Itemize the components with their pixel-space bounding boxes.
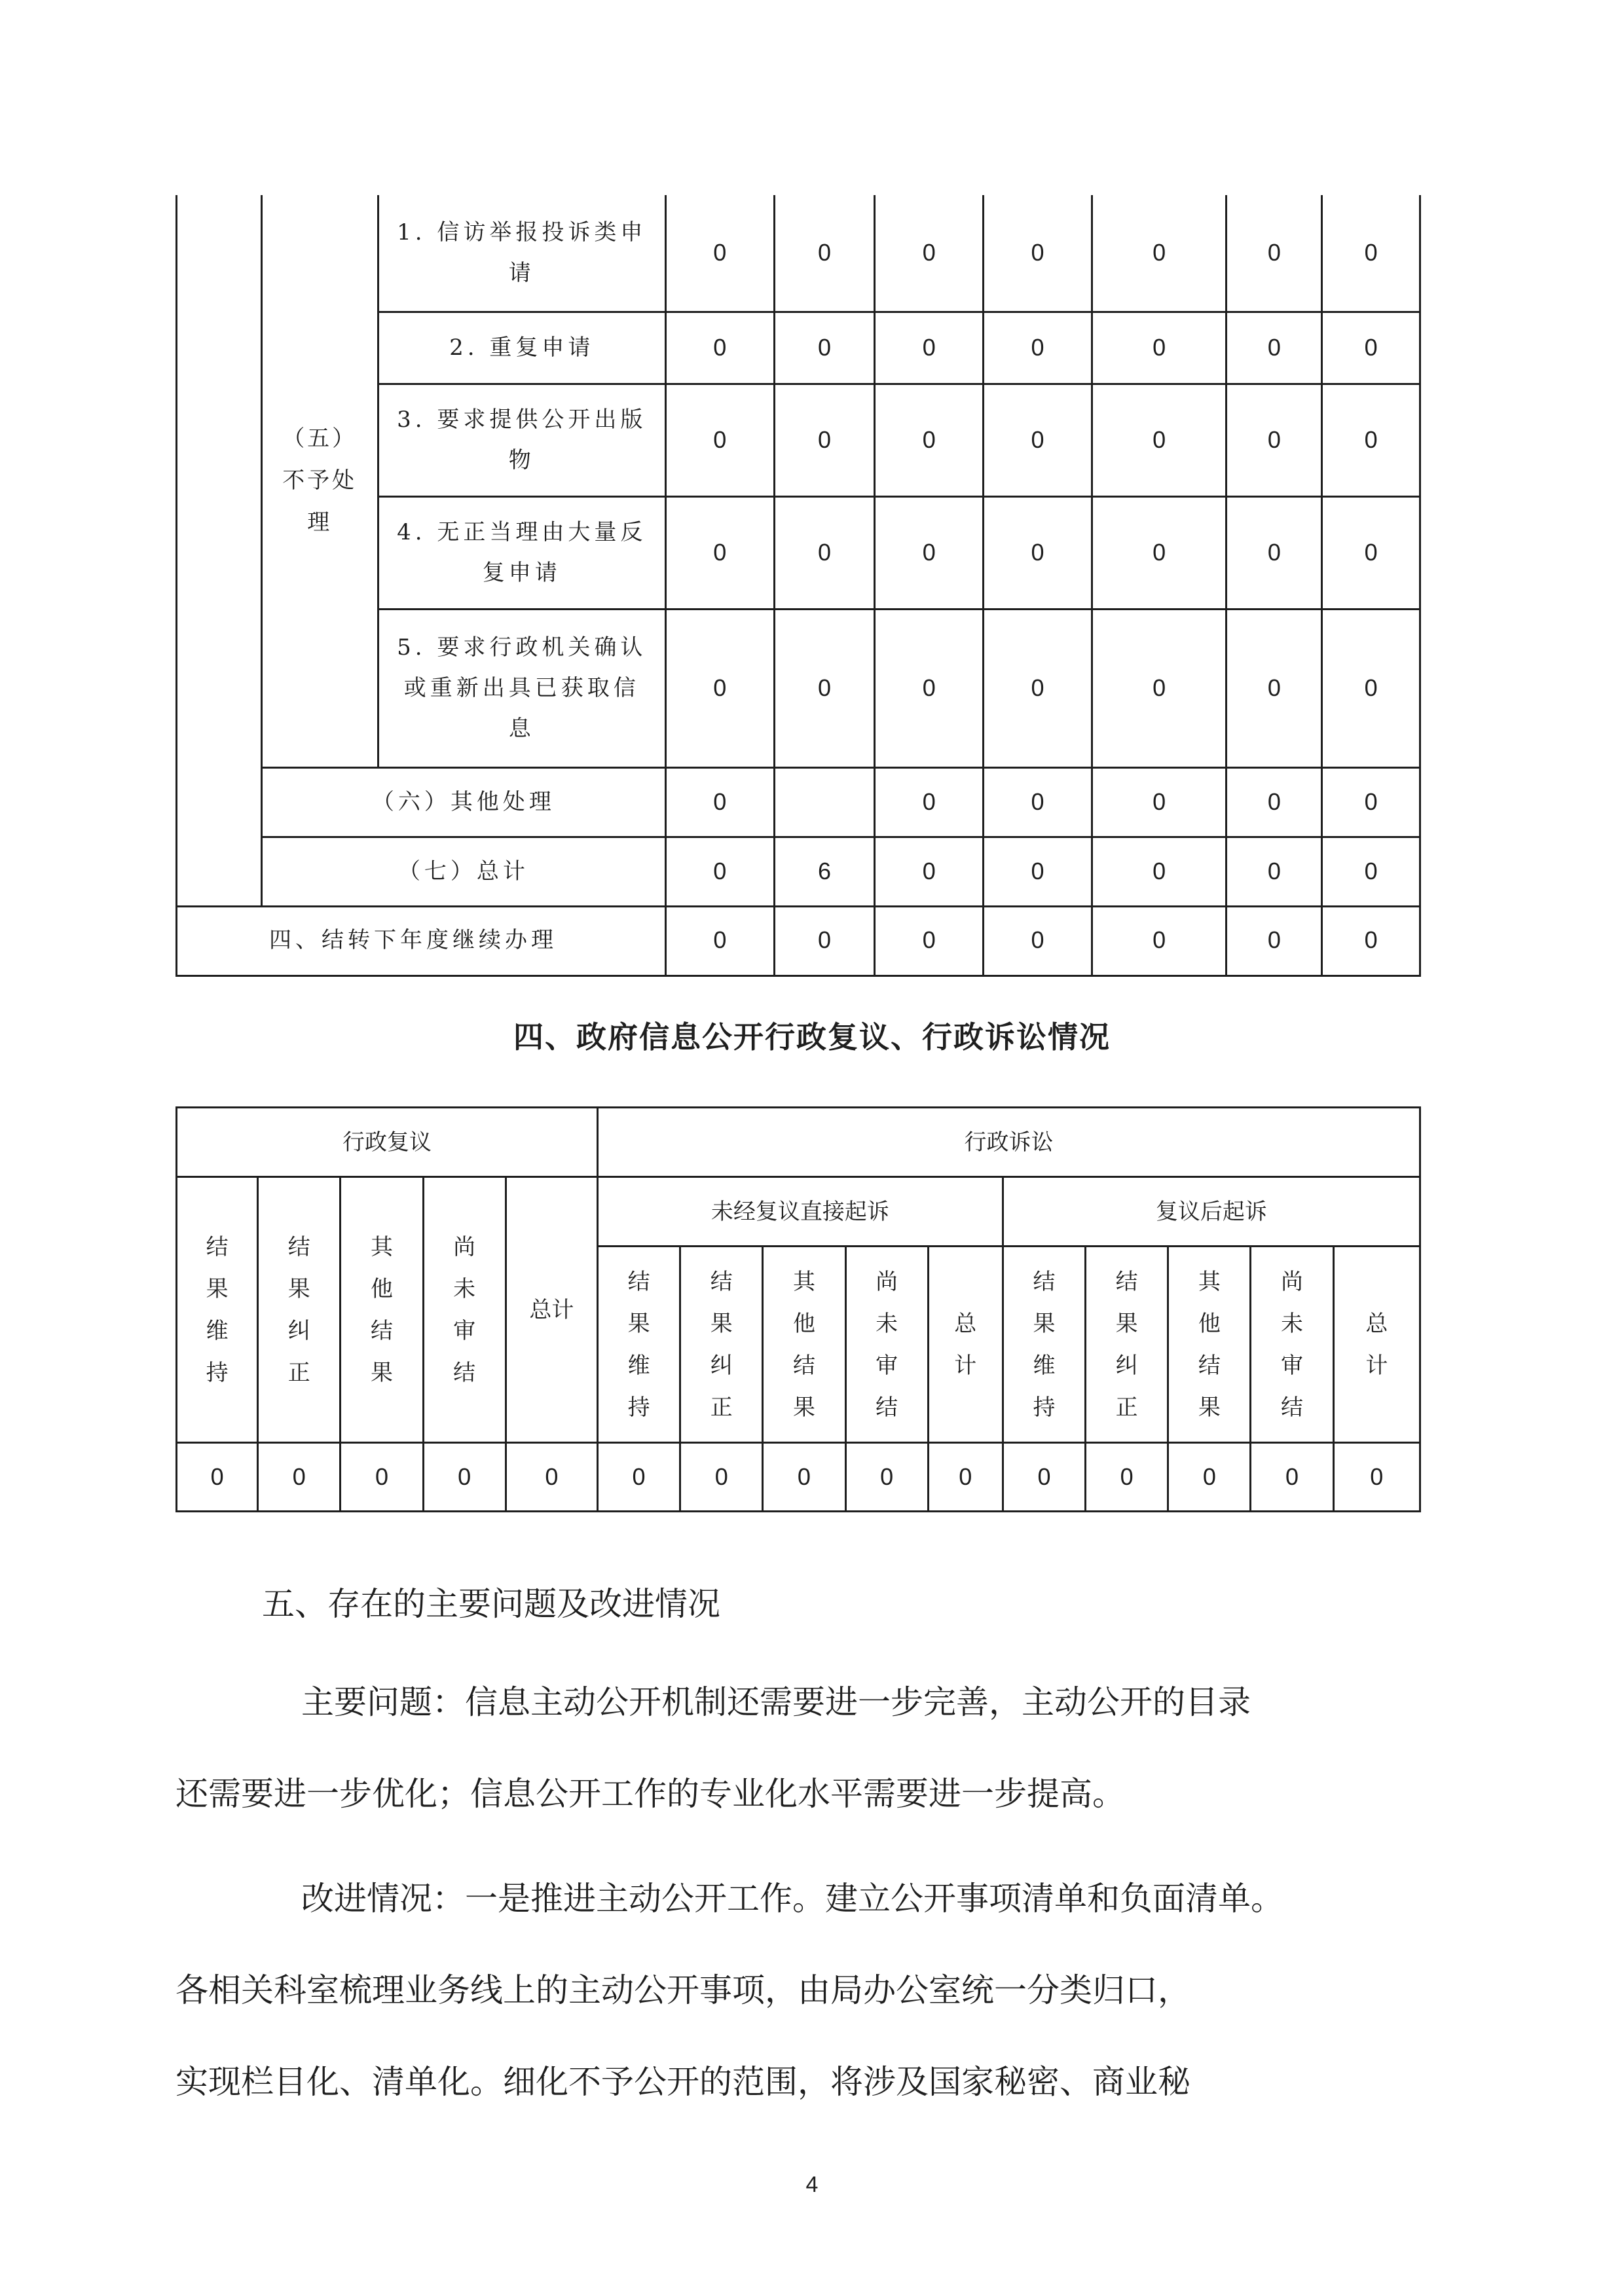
header-suit-after-review: 复议后起诉: [1003, 1177, 1420, 1247]
value-cell: 0: [1227, 837, 1322, 906]
value-cell: 0: [875, 195, 984, 312]
outer-indent-cell: [177, 195, 262, 906]
value-cell: 0: [506, 1443, 597, 1512]
value-cell: 0: [1086, 1443, 1168, 1512]
value-cell: 0: [1322, 496, 1420, 609]
value-cell: 0: [680, 1443, 763, 1512]
value-cell: 0: [665, 496, 774, 609]
value-cell: 0: [1092, 312, 1227, 384]
value-cell: 0: [1322, 609, 1420, 767]
value-cell: 0: [665, 384, 774, 496]
value-cell: 0: [1227, 609, 1322, 767]
section-4-title: 四、政府信息公开行政复议、行政诉讼情况: [513, 1019, 1111, 1055]
value-cell: 0: [774, 312, 875, 384]
table-row: [177, 767, 1420, 837]
col-header: 总计: [506, 1177, 597, 1443]
value-cell: 0: [1333, 1443, 1420, 1512]
value-cell: 0: [875, 837, 984, 906]
col-header: 总计: [928, 1247, 1003, 1443]
value-cell: 0: [774, 496, 875, 609]
value-cell: 0: [1227, 906, 1322, 975]
col-header: 结果纠正: [1086, 1247, 1168, 1443]
paragraph-improvements-cont2: 实现栏目化、清单化。细化不予公开的范围，将涉及国家秘密、商业秘: [175, 2063, 1190, 2101]
col-header: 总计: [1333, 1247, 1420, 1443]
header-admin-review: 行政复议: [177, 1108, 598, 1177]
value-cell: 0: [665, 609, 774, 767]
value-cell: 0: [984, 767, 1092, 837]
value-cell: 0: [774, 906, 875, 975]
col-header: 尚未审结: [423, 1177, 506, 1443]
value-cell: 0: [665, 195, 774, 312]
table-row: [177, 906, 1420, 975]
row-label: 3. 要求提供公开出版 物: [378, 384, 665, 496]
value-cell: 0: [1227, 767, 1322, 837]
value-cell: 0: [1322, 384, 1420, 496]
row-label: 4. 无正当理由大量反 复申请: [378, 496, 665, 609]
value-cell: 0: [875, 496, 984, 609]
section-5-title: 五、存在的主要问题及改进情况: [262, 1585, 720, 1623]
value-cell: 0: [774, 609, 875, 767]
value-cell: 0: [1227, 195, 1322, 312]
row-label-carryover: 四、结转下年度继续办理: [177, 906, 666, 975]
value-cell: 0: [1322, 767, 1420, 837]
value-cell: [774, 767, 875, 837]
value-cell: 0: [928, 1443, 1003, 1512]
value-cell: 0: [1092, 195, 1227, 312]
value-cell: 0: [984, 906, 1092, 975]
row-label-total: （七）总计: [261, 837, 665, 906]
review-litigation-table: [175, 1106, 1421, 1512]
value-cell: 0: [177, 1443, 258, 1512]
value-cell: 0: [597, 1443, 680, 1512]
table-header-row: [177, 1108, 1420, 1177]
value-cell: 0: [875, 906, 984, 975]
value-cell: 0: [1092, 906, 1227, 975]
row-label: 1. 信访举报投诉类申 请: [378, 195, 665, 312]
value-cell: 0: [875, 312, 984, 384]
value-cell: 6: [774, 837, 875, 906]
value-cell: 0: [1092, 384, 1227, 496]
value-cell: 0: [1092, 837, 1227, 906]
value-cell: 0: [763, 1443, 845, 1512]
value-cell: 0: [665, 837, 774, 906]
value-cell: 0: [1168, 1443, 1251, 1512]
paragraph-improvements-cont: 各相关科室梳理业务线上的主动公开事项，由局办公室统一分类归口，: [175, 1971, 1190, 2009]
value-cell: 0: [984, 384, 1092, 496]
value-cell: 0: [984, 837, 1092, 906]
table-row: [177, 837, 1420, 906]
value-cell: 0: [1227, 496, 1322, 609]
value-cell: 0: [1322, 195, 1420, 312]
row-label: 5. 要求行政机关确认 或重新出具已获取信 息: [378, 609, 665, 767]
table-header-row: [177, 1177, 1420, 1247]
value-cell: 0: [774, 384, 875, 496]
value-cell: 0: [665, 312, 774, 384]
value-cell: 0: [875, 384, 984, 496]
value-cell: 0: [845, 1443, 928, 1512]
value-cell: 0: [984, 609, 1092, 767]
page-number: 4: [805, 2172, 819, 2197]
header-admin-litigation: 行政诉讼: [597, 1108, 1420, 1177]
value-cell: 0: [984, 496, 1092, 609]
value-cell: 0: [774, 195, 875, 312]
value-cell: 0: [665, 767, 774, 837]
value-cell: 0: [1092, 767, 1227, 837]
value-cell: 0: [984, 312, 1092, 384]
col-header: 尚未审结: [845, 1247, 928, 1443]
carryover-table: [175, 906, 1421, 977]
value-cell: 0: [423, 1443, 506, 1512]
value-cell: 0: [875, 767, 984, 837]
col-header: 其他结果: [1168, 1247, 1251, 1443]
row-label-other: （六）其他处理: [261, 767, 665, 837]
value-cell: 0: [1322, 837, 1420, 906]
value-cell: 0: [875, 609, 984, 767]
value-cell: 0: [984, 195, 1092, 312]
col-header: 结果维持: [177, 1177, 258, 1443]
value-cell: 0: [341, 1443, 423, 1512]
paragraph-problems-cont: 还需要进一步优化；信息公开工作的专业化水平需要进一步提高。: [175, 1775, 1125, 1813]
header-direct-suit: 未经复议直接起诉: [597, 1177, 1003, 1247]
col-header: 结果维持: [1003, 1247, 1085, 1443]
paragraph-problems: 主要问题：信息主动公开机制还需要进一步完善，主动公开的目录: [301, 1683, 1251, 1721]
value-cell: 0: [1322, 312, 1420, 384]
paragraph-improvements: 改进情况：一是推进主动公开工作。建立公开事项清单和负面清单。: [301, 1880, 1283, 1918]
value-cell: 0: [1322, 906, 1420, 975]
row-label: 2. 重复申请: [378, 312, 665, 384]
table-row: [177, 1443, 1420, 1512]
value-cell: 0: [1227, 312, 1322, 384]
group-label-not-processed: [261, 195, 378, 767]
col-header: 其他结果: [341, 1177, 423, 1443]
value-cell: 0: [665, 906, 774, 975]
value-cell: 0: [1092, 609, 1227, 767]
col-header: 结果纠正: [258, 1177, 341, 1443]
value-cell: 0: [1227, 384, 1322, 496]
disposal-table: [175, 195, 1421, 907]
value-cell: 0: [1003, 1443, 1085, 1512]
value-cell: 0: [1251, 1443, 1333, 1512]
col-header: 其他结果: [763, 1247, 845, 1443]
value-cell: 0: [258, 1443, 341, 1512]
value-cell: 0: [1092, 496, 1227, 609]
col-header: 结果维持: [597, 1247, 680, 1443]
col-header: 尚未审结: [1251, 1247, 1333, 1443]
group-label-text: （五） 不予处 理: [282, 426, 358, 536]
table-row: [177, 195, 1420, 312]
col-header: 结果纠正: [680, 1247, 763, 1443]
